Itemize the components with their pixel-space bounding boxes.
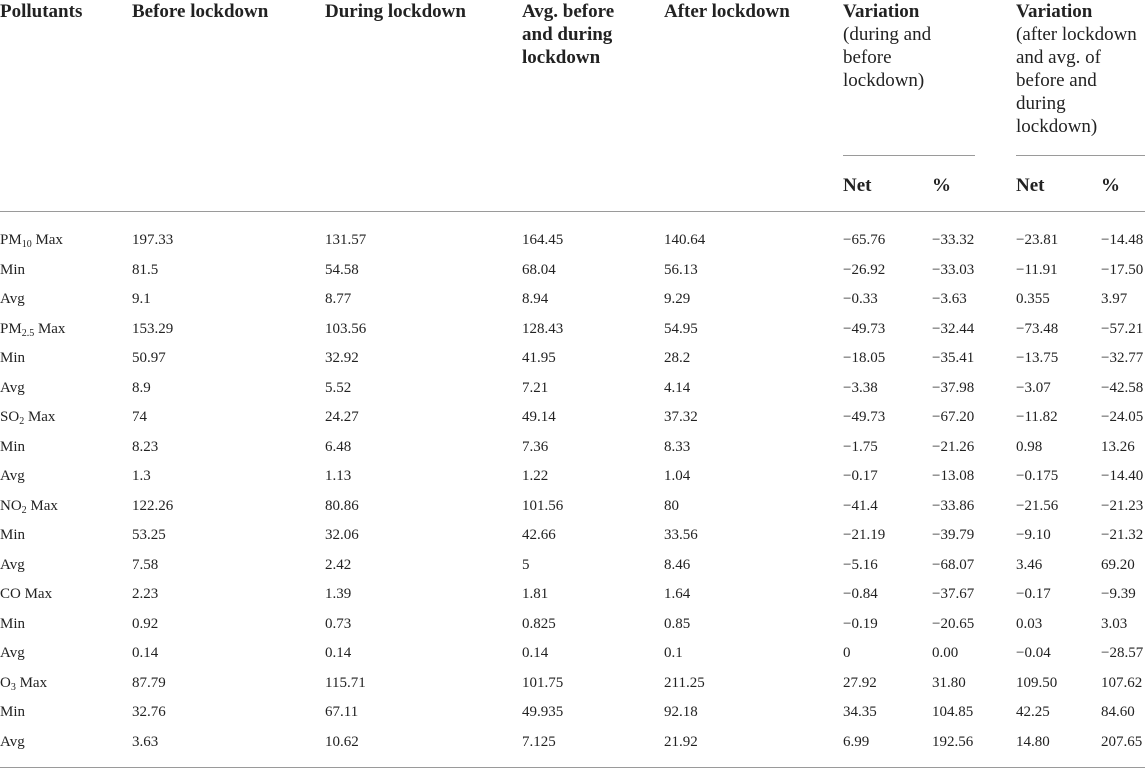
stat-label: Avg bbox=[0, 645, 25, 661]
cell-net1: −26.92 bbox=[843, 262, 886, 278]
cell-pct1: 104.85 bbox=[932, 704, 974, 720]
cell-avg: 5 bbox=[522, 557, 530, 573]
cell-before: 7.58 bbox=[132, 557, 159, 573]
row-label bbox=[0, 615, 25, 633]
cell-net1: −18.05 bbox=[843, 350, 886, 366]
header-pollutants: Pollutants bbox=[0, 1, 83, 22]
cell-during: 5.52 bbox=[325, 380, 352, 396]
cell-net2: −11.91 bbox=[1016, 262, 1058, 278]
header-before-lockdown: Before lockdown bbox=[132, 1, 269, 22]
cell-pct1: −39.79 bbox=[932, 527, 975, 543]
cell-during: 32.92 bbox=[325, 350, 359, 366]
cell-after: 4.14 bbox=[664, 380, 691, 396]
cell-pct2: −32.77 bbox=[1101, 350, 1144, 366]
cell-pct2: −21.23 bbox=[1101, 498, 1144, 514]
cell-net1: 0 bbox=[843, 645, 851, 661]
pollutant-name: NO bbox=[0, 498, 22, 514]
cell-avg: 7.21 bbox=[522, 380, 549, 396]
stat-label: Max bbox=[37, 321, 66, 337]
cell-net2: −0.04 bbox=[1016, 645, 1051, 661]
stat-label: Avg bbox=[0, 734, 25, 750]
cell-pct1: 192.56 bbox=[932, 734, 974, 750]
cell-after: 92.18 bbox=[664, 704, 698, 720]
header-bottom-rule bbox=[0, 211, 1145, 212]
row-label bbox=[0, 408, 55, 426]
cell-before: 8.9 bbox=[132, 380, 151, 396]
cell-net1: −1.75 bbox=[843, 439, 878, 455]
cell-during: 0.14 bbox=[325, 645, 352, 661]
cell-avg: 0.825 bbox=[522, 616, 556, 632]
header-pct-2: % bbox=[1101, 175, 1120, 196]
cell-pct1: −35.41 bbox=[932, 350, 975, 366]
cell-net2: −3.07 bbox=[1016, 380, 1051, 396]
row-label bbox=[0, 231, 63, 249]
cell-during: 32.06 bbox=[325, 527, 359, 543]
pollutant-subscript: 3 bbox=[10, 682, 16, 693]
cell-net2: −73.48 bbox=[1016, 321, 1059, 337]
cell-after: 9.29 bbox=[664, 291, 691, 307]
cell-pct2: 3.97 bbox=[1101, 291, 1128, 307]
header-variation-during-before bbox=[843, 0, 963, 92]
cell-during: 2.42 bbox=[325, 557, 352, 573]
cell-net2: −21.56 bbox=[1016, 498, 1059, 514]
header-variation-during-before-subtitle: (during and before lockdown) bbox=[843, 24, 932, 91]
cell-pct2: −57.21 bbox=[1101, 321, 1144, 337]
row-label bbox=[0, 349, 25, 367]
cell-net1: −0.84 bbox=[843, 586, 878, 602]
cell-avg: 1.81 bbox=[522, 586, 549, 602]
stat-label: Avg bbox=[0, 468, 25, 484]
stat-label: Max bbox=[30, 498, 58, 514]
pollutant-subscript: 2 bbox=[19, 416, 25, 427]
cell-net2: 0.03 bbox=[1016, 616, 1043, 632]
pollutant-subscript: 10 bbox=[21, 239, 32, 250]
row-label bbox=[0, 379, 25, 397]
cell-before: 2.23 bbox=[132, 586, 159, 602]
stat-label: Avg bbox=[0, 380, 25, 396]
cell-pct1: −68.07 bbox=[932, 557, 975, 573]
cell-during: 131.57 bbox=[325, 232, 367, 248]
table-bottom-rule bbox=[0, 767, 1145, 768]
cell-net1: −65.76 bbox=[843, 232, 886, 248]
cell-net1: −21.19 bbox=[843, 527, 886, 543]
cell-before: 3.63 bbox=[132, 734, 159, 750]
pollutant-name: O bbox=[0, 675, 11, 691]
header-during-lockdown: During lockdown bbox=[325, 1, 466, 22]
cell-during: 103.56 bbox=[325, 321, 367, 337]
header-net-2: Net bbox=[1016, 175, 1045, 196]
row-label bbox=[0, 556, 25, 574]
cell-net1: −41.4 bbox=[843, 498, 878, 514]
cell-during: 54.58 bbox=[325, 262, 359, 278]
row-label bbox=[0, 497, 58, 515]
header-after-lockdown: After lockdown bbox=[664, 1, 790, 22]
row-label bbox=[0, 261, 25, 279]
cell-pct2: −9.39 bbox=[1101, 586, 1136, 602]
cell-before: 122.26 bbox=[132, 498, 174, 514]
cell-avg: 164.45 bbox=[522, 232, 564, 248]
row-label bbox=[0, 526, 25, 544]
cell-pct2: 107.62 bbox=[1101, 675, 1143, 691]
header-variation-after-avg-subtitle: (after lockdown and avg. of before and during lockdown) bbox=[1016, 24, 1137, 137]
pollutant-name: PM bbox=[0, 321, 22, 337]
stat-label: Min bbox=[0, 350, 26, 366]
cell-avg: 101.56 bbox=[522, 498, 564, 514]
cell-after: 21.92 bbox=[664, 734, 698, 750]
cell-net2: 0.98 bbox=[1016, 439, 1043, 455]
cell-during: 8.77 bbox=[325, 291, 352, 307]
cell-net2: 0.355 bbox=[1016, 291, 1050, 307]
cell-pct2: 84.60 bbox=[1101, 704, 1135, 720]
stat-label: Min bbox=[0, 527, 26, 543]
pollutant-subscript: 2 bbox=[21, 505, 27, 516]
cell-avg: 1.22 bbox=[522, 468, 549, 484]
cell-net1: −0.17 bbox=[843, 468, 878, 484]
cell-pct1: −20.65 bbox=[932, 616, 975, 632]
cell-pct2: 69.20 bbox=[1101, 557, 1135, 573]
header-net-1: Net bbox=[843, 175, 872, 196]
pollutant-name: SO bbox=[0, 409, 20, 425]
cell-during: 80.86 bbox=[325, 498, 359, 514]
cell-during: 10.62 bbox=[325, 734, 359, 750]
row-label bbox=[0, 290, 25, 308]
cell-before: 74 bbox=[132, 409, 147, 425]
cell-net1: 27.92 bbox=[843, 675, 877, 691]
cell-net1: −3.38 bbox=[843, 380, 878, 396]
cell-net1: 34.35 bbox=[843, 704, 877, 720]
cell-after: 1.64 bbox=[664, 586, 691, 602]
cell-after: 8.46 bbox=[664, 557, 691, 573]
cell-pct1: −33.32 bbox=[932, 232, 975, 248]
cell-avg: 49.14 bbox=[522, 409, 556, 425]
cell-pct2: −28.57 bbox=[1101, 645, 1144, 661]
cell-net2: 14.80 bbox=[1016, 734, 1050, 750]
cell-avg: 128.43 bbox=[522, 321, 564, 337]
cell-before: 153.29 bbox=[132, 321, 174, 337]
cell-before: 50.97 bbox=[132, 350, 166, 366]
cell-after: 0.1 bbox=[664, 645, 683, 661]
cell-avg: 68.04 bbox=[522, 262, 556, 278]
cell-pct2: −24.05 bbox=[1101, 409, 1144, 425]
row-label bbox=[0, 585, 52, 603]
cell-pct1: 31.80 bbox=[932, 675, 966, 691]
row-label bbox=[0, 674, 47, 692]
stat-label: Avg bbox=[0, 557, 25, 573]
cell-net2: −0.17 bbox=[1016, 586, 1051, 602]
cell-pct2: −17.50 bbox=[1101, 262, 1144, 278]
stat-label: Min bbox=[0, 439, 26, 455]
cell-pct2: −21.32 bbox=[1101, 527, 1144, 543]
cell-after: 140.64 bbox=[664, 232, 706, 248]
cell-pct1: −32.44 bbox=[932, 321, 975, 337]
cell-net2: 3.46 bbox=[1016, 557, 1043, 573]
cell-net1: −5.16 bbox=[843, 557, 878, 573]
stat-label: Max bbox=[19, 675, 48, 691]
cell-before: 8.23 bbox=[132, 439, 159, 455]
cell-pct1: −3.63 bbox=[932, 291, 967, 307]
cell-before: 1.3 bbox=[132, 468, 151, 484]
cell-during: 0.73 bbox=[325, 616, 352, 632]
cell-net2: −0.175 bbox=[1016, 468, 1059, 484]
row-label bbox=[0, 733, 25, 751]
variation1-subheader-rule bbox=[843, 155, 975, 156]
cell-net2: −23.81 bbox=[1016, 232, 1059, 248]
stat-label: Max bbox=[27, 409, 56, 425]
cell-net2: −13.75 bbox=[1016, 350, 1059, 366]
cell-net2: −9.10 bbox=[1016, 527, 1051, 543]
cell-pct2: −14.48 bbox=[1101, 232, 1144, 248]
stat-label: Max bbox=[24, 586, 53, 602]
stat-label: Min bbox=[0, 262, 26, 278]
cell-after: 54.95 bbox=[664, 321, 698, 337]
stat-label: Max bbox=[35, 232, 63, 248]
cell-avg: 8.94 bbox=[522, 291, 549, 307]
cell-avg: 7.36 bbox=[522, 439, 549, 455]
cell-avg: 41.95 bbox=[522, 350, 556, 366]
cell-after: 37.32 bbox=[664, 409, 698, 425]
row-label bbox=[0, 644, 25, 662]
header-pct-1: % bbox=[932, 175, 951, 196]
cell-pct1: −37.67 bbox=[932, 586, 975, 602]
cell-during: 6.48 bbox=[325, 439, 352, 455]
pollutant-name: PM bbox=[0, 232, 22, 248]
cell-net1: −0.19 bbox=[843, 616, 878, 632]
cell-pct2: 207.65 bbox=[1101, 734, 1143, 750]
cell-net1: −0.33 bbox=[843, 291, 878, 307]
stat-label: Min bbox=[0, 704, 26, 720]
pollutant-name: CO bbox=[0, 586, 21, 602]
cell-net1: 6.99 bbox=[843, 734, 870, 750]
cell-avg: 7.125 bbox=[522, 734, 556, 750]
cell-before: 81.5 bbox=[132, 262, 159, 278]
cell-after: 0.85 bbox=[664, 616, 691, 632]
header-variation-after-avg-title: Variation bbox=[1016, 1, 1093, 22]
cell-net1: −49.73 bbox=[843, 409, 886, 425]
cell-avg: 49.935 bbox=[522, 704, 564, 720]
row-label bbox=[0, 438, 25, 456]
cell-pct1: −21.26 bbox=[932, 439, 975, 455]
stat-label: Min bbox=[0, 616, 26, 632]
header-variation-during-before-title: Variation bbox=[843, 1, 920, 22]
cell-after: 8.33 bbox=[664, 439, 691, 455]
cell-pct1: 0.00 bbox=[932, 645, 959, 661]
cell-after: 211.25 bbox=[664, 675, 705, 691]
cell-net1: −49.73 bbox=[843, 321, 886, 337]
variation2-subheader-rule bbox=[1016, 155, 1145, 156]
cell-after: 1.04 bbox=[664, 468, 691, 484]
pollutant-subscript: 2.5 bbox=[21, 328, 35, 339]
cell-before: 32.76 bbox=[132, 704, 166, 720]
cell-during: 1.39 bbox=[325, 586, 352, 602]
cell-avg: 101.75 bbox=[522, 675, 564, 691]
cell-during: 67.11 bbox=[325, 704, 359, 720]
cell-pct2: 13.26 bbox=[1101, 439, 1135, 455]
header-avg-before-during: Avg. before and during lockdown bbox=[522, 1, 615, 68]
row-label bbox=[0, 467, 25, 485]
cell-during: 1.13 bbox=[325, 468, 352, 484]
cell-pct2: 3.03 bbox=[1101, 616, 1128, 632]
cell-after: 80 bbox=[664, 498, 679, 514]
cell-pct2: −42.58 bbox=[1101, 380, 1144, 396]
cell-after: 56.13 bbox=[664, 262, 698, 278]
cell-after: 33.56 bbox=[664, 527, 698, 543]
cell-before: 0.92 bbox=[132, 616, 159, 632]
cell-pct2: −14.40 bbox=[1101, 468, 1144, 484]
cell-pct1: −33.03 bbox=[932, 262, 975, 278]
cell-during: 115.71 bbox=[325, 675, 366, 691]
cell-before: 0.14 bbox=[132, 645, 159, 661]
cell-net2: −11.82 bbox=[1016, 409, 1058, 425]
cell-pct1: −33.86 bbox=[932, 498, 975, 514]
cell-during: 24.27 bbox=[325, 409, 359, 425]
cell-after: 28.2 bbox=[664, 350, 691, 366]
cell-pct1: −67.20 bbox=[932, 409, 975, 425]
cell-before: 87.79 bbox=[132, 675, 166, 691]
cell-before: 197.33 bbox=[132, 232, 174, 248]
cell-before: 53.25 bbox=[132, 527, 166, 543]
row-label bbox=[0, 703, 25, 721]
cell-net2: 109.50 bbox=[1016, 675, 1058, 691]
header-variation-after-avg bbox=[1016, 0, 1145, 138]
cell-pct1: −13.08 bbox=[932, 468, 975, 484]
cell-pct1: −37.98 bbox=[932, 380, 975, 396]
cell-avg: 0.14 bbox=[522, 645, 549, 661]
row-label bbox=[0, 320, 65, 338]
cell-before: 9.1 bbox=[132, 291, 151, 307]
stat-label: Avg bbox=[0, 291, 25, 307]
cell-avg: 42.66 bbox=[522, 527, 556, 543]
cell-net2: 42.25 bbox=[1016, 704, 1050, 720]
